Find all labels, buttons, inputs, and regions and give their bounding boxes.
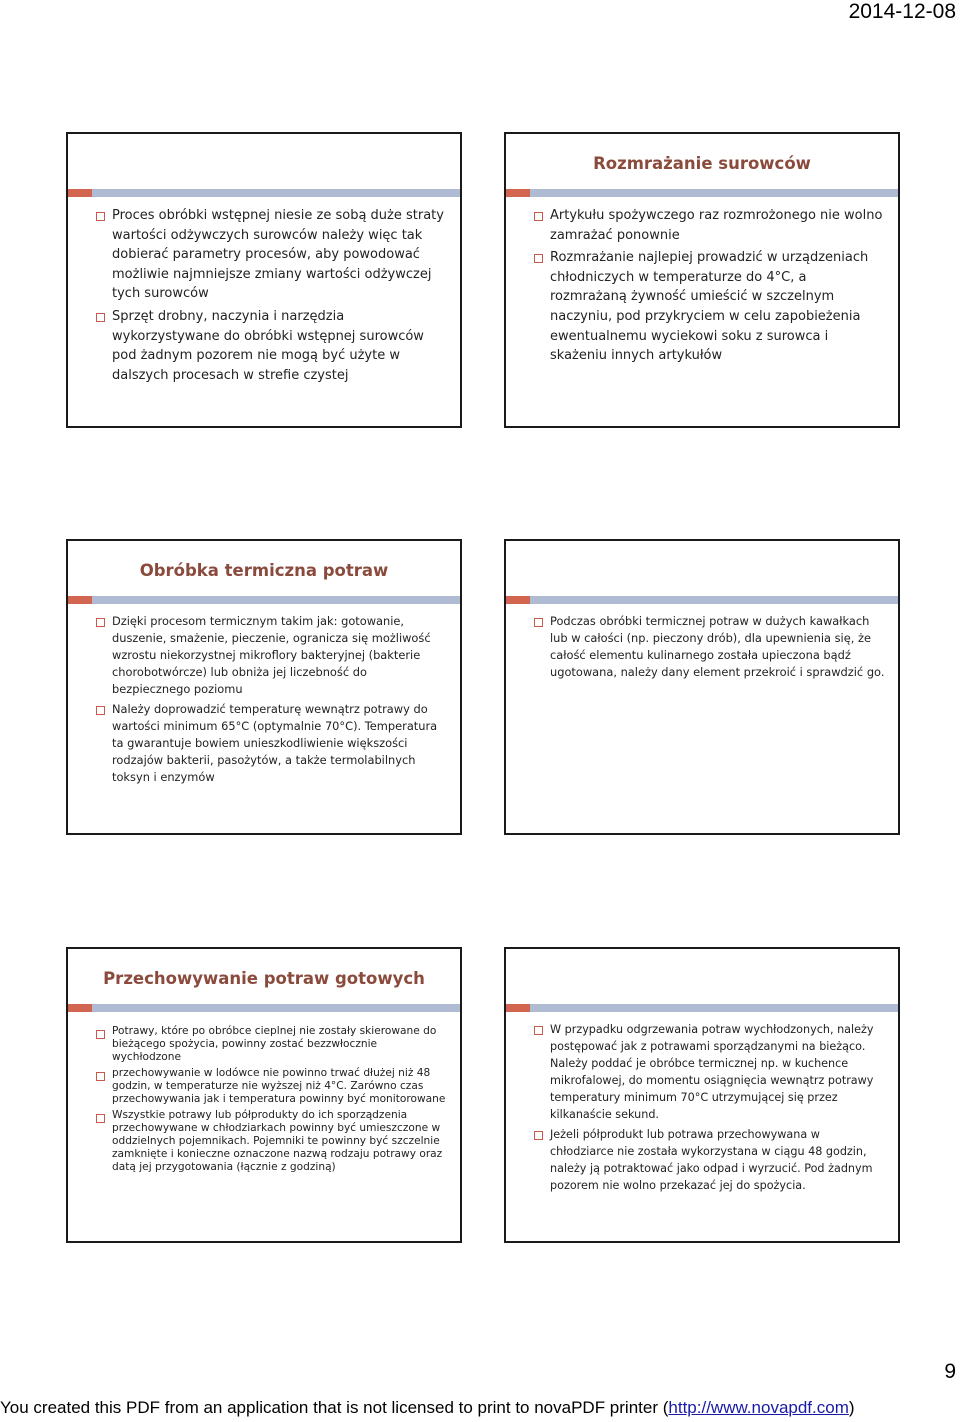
slide-1: [66, 132, 462, 428]
square-bullet-icon: [96, 618, 105, 627]
list-item: Rozmrażanie najlepiej prowadzić w urządzeniach chłodniczych w temperaturze do 4°C, a rozmrażaną żywność umieścić w szczelnym naczyniu, pod przykryciem w celu zapobieżenia ewentualnemu wyciekowi soku z surowca i skażeniu innych artykułów: [534, 248, 886, 366]
list-item: Jeżeli półprodukt lub potrawa przechowywana w chłodziarce nie została wykorzystana w ciągu 48 godzin, należy ją potraktować jako odpad i wyrzucić. Pod żadnym pozorem nie wolno przekazać jej do spożycia.: [534, 1126, 886, 1194]
print-footer: [0, 1398, 960, 1418]
list-item: Dzięki procesom termicznym takim jak: gotowanie, duszenie, smażenie, pieczenie, ogranicza się możliwość wzrostu niekorzystnej mikroflory bakteryjnej (bakterie chorobotwórcze) lub obniża jej liczebność do bezpiecznego poziomu: [96, 613, 448, 698]
title-bar: [68, 596, 460, 604]
slide-title: Obróbka termiczna potraw: [139, 561, 389, 580]
footer-close: ): [848, 1398, 855, 1417]
square-bullet-icon: [534, 1026, 543, 1035]
novapdf-link[interactable]: http://www.novapdf.com: [668, 1398, 849, 1417]
page-number: 9: [944, 1360, 956, 1383]
square-bullet-icon: [96, 212, 105, 221]
title-bar: [68, 1004, 460, 1012]
slide-4: [504, 539, 900, 835]
slide-content: [534, 206, 886, 369]
square-bullet-icon: [534, 618, 543, 627]
square-bullet-icon: [96, 313, 105, 322]
list-item: Podczas obróbki termicznej potraw w dużych kawałkach lub w całości (np. pieczony drób), dla upewnienia się, że całość elementu kulinarnego została upieczona bądź ugotowana, należy dany element przekroić i sprawdzić go.: [534, 613, 886, 681]
slide-content: [96, 1025, 448, 1177]
list-item: Artykułu spożywczego raz rozmrożonego nie wolno zamrażać ponownie: [534, 206, 886, 245]
slide-5: [66, 947, 462, 1243]
list-item: Należy doprowadzić temperaturę wewnątrz potrawy do wartości minimum 65°C (optymalnie 70°C). Temperatura ta gwarantuje bowiem unieszkodliwienie większości rodzajów bakterii, pasożytów, a także termolabilnych toksyn i enzymów: [96, 701, 448, 786]
slide-title: Rozmrażanie surowców: [593, 154, 811, 173]
square-bullet-icon: [96, 1072, 105, 1081]
slide-6: [504, 947, 900, 1243]
list-item: przechowywanie w lodówce nie powinno trwać dłużej niż 48 godzin, w temperaturze nie wyższej niż 4°C. Zarówno czas przechowywania jak i temperatura powinny być monitorowane: [96, 1067, 448, 1106]
print-date: 2014-12-08: [848, 0, 956, 23]
list-item: Proces obróbki wstępnej niesie ze sobą duże straty wartości odżywczych surowców należy więc tak dobierać parametry procesów, aby powodować możliwie najmniejsze zmiany wartości odżywczej tych surowców: [96, 206, 448, 304]
title-bar: [506, 1004, 898, 1012]
slide-title: Przechowywanie potraw gotowych: [103, 969, 425, 988]
slide-content: [534, 613, 886, 684]
list-item: Potrawy, które po obróbce cieplnej nie zostały skierowane do bieżącego spożycia, powinny zostać bezzwłocznie wychłodzone: [96, 1025, 448, 1064]
list-item: W przypadku odgrzewania potraw wychłodzonych, należy postępować jak z potrawami sporządzanymi na bieżąco. Należy poddać je obróbce termicznej np. w kuchence mikrofalowej, do momentu osiągnięcia wewnątrz potrawy temperatury minimum 70°C utrzymującej się przez kilkanaście sekund.: [534, 1021, 886, 1123]
square-bullet-icon: [534, 1131, 543, 1140]
footer-text: You created this PDF from an application that is not licensed to print to novaPDF printer (: [0, 1398, 669, 1417]
title-bar: [506, 189, 898, 197]
title-bar: [506, 596, 898, 604]
slide-3: [66, 539, 462, 835]
list-item: Sprzęt drobny, naczynia i narzędzia wykorzystywane do obróbki wstępnej surowców pod żadnym pozorem nie mogą być użyte w dalszych procesach w strefie czystej: [96, 307, 448, 385]
slide-content: [96, 613, 448, 789]
slide-content: [96, 206, 448, 388]
title-bar: [68, 189, 460, 197]
square-bullet-icon: [96, 1114, 105, 1123]
slide-2: [504, 132, 900, 428]
square-bullet-icon: [96, 706, 105, 715]
list-item: Wszystkie potrawy lub półprodukty do ich sporządzenia przechowywane w chłodziarkach powinny być umieszczone w oddzielnych pojemnikach. Pojemniki te powinny być szczelnie zamknięte i konieczne oznaczone nazwą rodzaju potrawy oraz datą jej przygotowania (łącznie z godziną): [96, 1109, 448, 1174]
square-bullet-icon: [96, 1030, 105, 1039]
slide-content: [534, 1021, 886, 1197]
square-bullet-icon: [534, 212, 543, 221]
square-bullet-icon: [534, 254, 543, 263]
